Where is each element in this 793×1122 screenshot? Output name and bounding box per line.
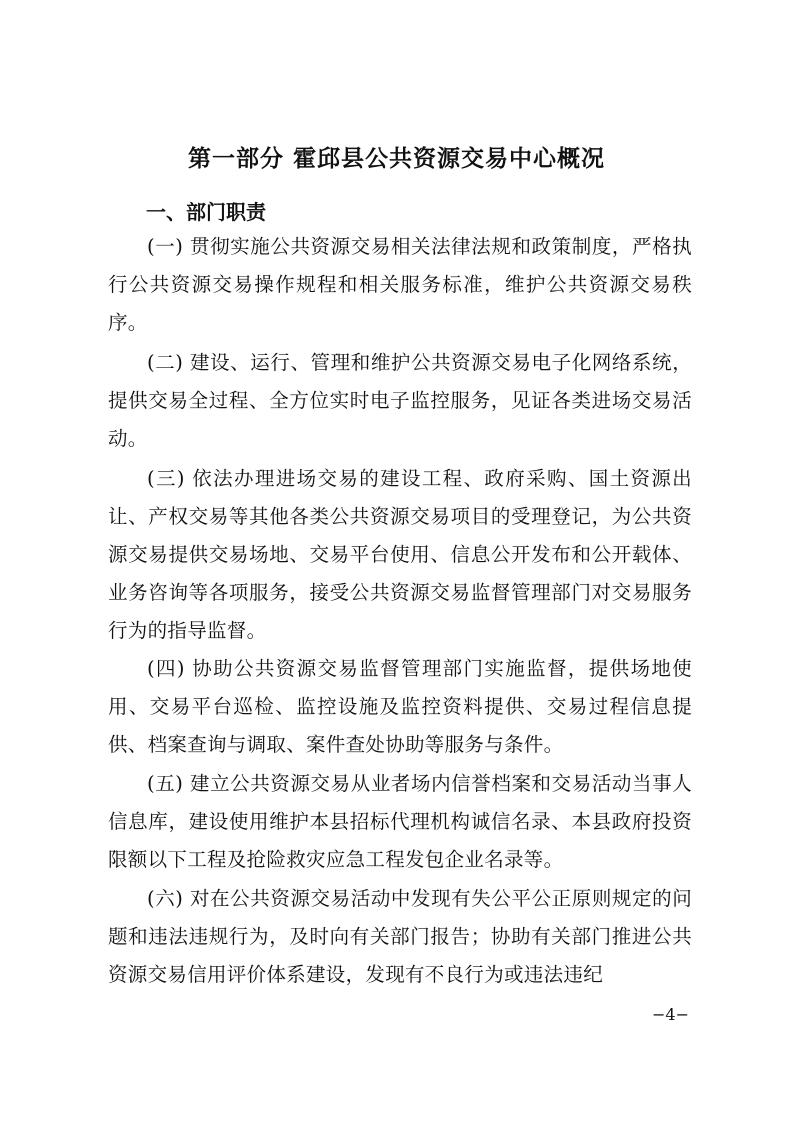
paragraph-1: (一) 贯彻实施公共资源交易相关法律法规和政策制度，严格执行公共资源交易操作规程和相关服务标准，维护公共资源交易秩序。 bbox=[108, 235, 692, 334]
paragraph-5: (五) 建立公共资源交易从业者场内信誉档案和交易活动当事人信息库，建设使用维护本县招标代理机构诚信名录、本县政府投资限额以下工程及抢险救灾应急工程发包企业名录等。 bbox=[108, 772, 692, 871]
paragraph-3: (三) 依法办理进场交易的建设工程、政府采购、国土资源出让、产权交易等其他各类公共资源交易项目的受理登记，为公共资源交易提供交易场地、交易平台使用、信息公开发布和公开载体、业务咨询等各项服务，接受公共资源交易监督管理部门对交易服务行为的指导监督。 bbox=[108, 467, 692, 642]
section-heading: 一、部门职责 bbox=[146, 200, 266, 224]
paragraph-2: (二) 建设、运行、管理和维护公共资源交易电子化网络系统，提供交易全过程、全方位实时电子监控服务，见证各类进场交易活动。 bbox=[108, 351, 692, 450]
page-number: −4− bbox=[652, 1005, 689, 1024]
paragraph-6: (六) 对在公共资源交易活动中发现有失公平公正原则规定的问题和违法违规行为，及时向有关部门报告；协助有关部门推进公共资源交易信用评价体系建设，发现有不良行为或违法违纪 bbox=[108, 887, 692, 986]
paragraph-4: (四) 协助公共资源交易监督管理部门实施监督，提供场地使用、交易平台巡检、监控设施及监控资料提供、交易过程信息提供、档案查询与调取、案件查处协助等服务与条件。 bbox=[108, 657, 692, 756]
page-title: 第一部分 霍邱县公共资源交易中心概况 bbox=[187, 146, 605, 172]
